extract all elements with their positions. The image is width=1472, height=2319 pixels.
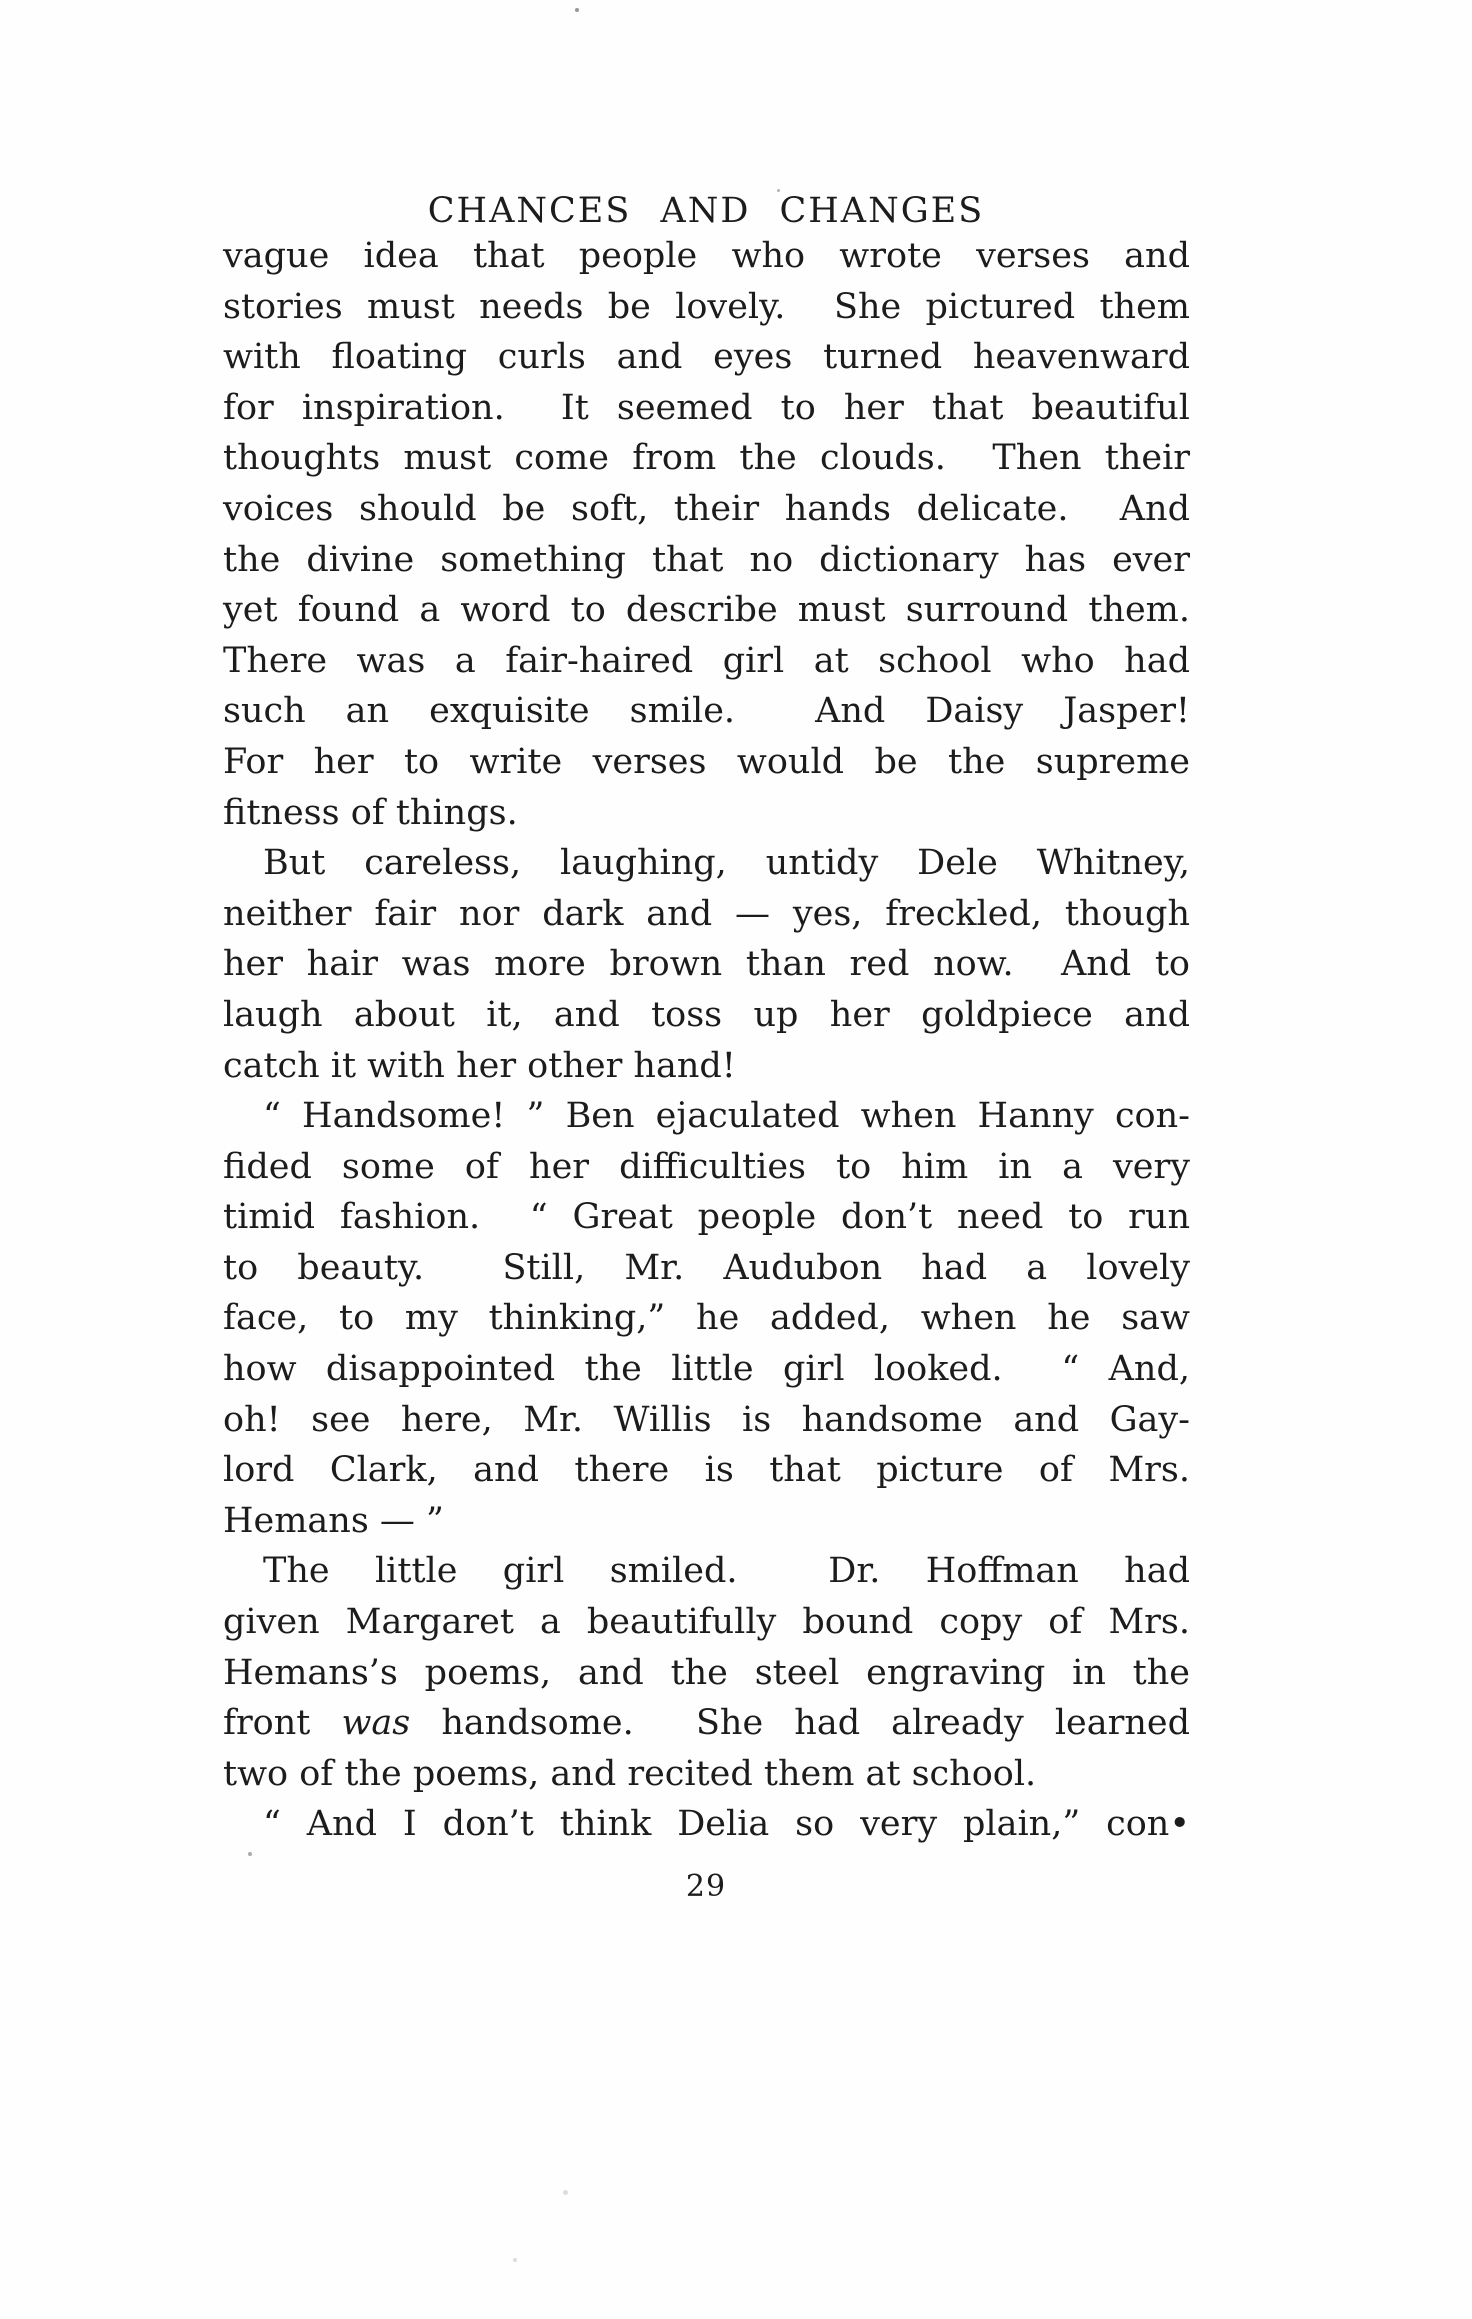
scan-speck xyxy=(513,2258,517,2262)
text-line: given Margaret a beautifully bound copy of Mrs. xyxy=(223,1602,1190,1643)
text-line: “ And I don’t think Delia so very plain,” con• xyxy=(263,1804,1190,1845)
text-line: the divine something that no dictionary has ever xyxy=(223,539,1190,580)
scan-speck xyxy=(777,189,780,192)
text-line: her hair was more brown than red now. And to xyxy=(223,944,1190,985)
text-line: neither fair nor dark and — yes, freckled, though xyxy=(223,893,1190,934)
text-line: yet found a word to describe must surround them. xyxy=(223,590,1190,631)
scan-speck xyxy=(248,1852,252,1856)
text-line: For her to write verses would be the supreme xyxy=(223,741,1190,782)
text-line: vague idea that people who wrote verses and xyxy=(223,236,1190,276)
text-line: oh! see here, Mr. Willis is handsome and Gay- xyxy=(223,1399,1190,1440)
text-line: front was handsome. She had already learned xyxy=(223,1703,1190,1744)
text-line: voices should be soft, their hands delicate. And xyxy=(223,488,1190,529)
text-line: stories must needs be lovely. She pictured them xyxy=(223,286,1190,327)
text-line: The little girl smiled. Dr. Hoffman had xyxy=(263,1551,1190,1592)
text-line: for inspiration. It seemed to her that beautiful xyxy=(223,387,1190,428)
text-line: fitness of things. xyxy=(223,792,518,833)
text-line: “ Handsome! ” Ben ejaculated when Hanny con- xyxy=(263,1096,1190,1137)
scan-speck xyxy=(575,8,579,12)
page-number: 29 xyxy=(685,1869,727,1904)
text-line: how disappointed the little girl looked. “ And, xyxy=(223,1349,1190,1390)
text-line: lord Clark, and there is that picture of Mrs. xyxy=(223,1450,1190,1491)
body-text xyxy=(223,231,1190,1850)
text-line: such an exquisite smile. And Daisy Jasper! xyxy=(223,691,1190,732)
text-line: Hemans’s poems, and the steel engraving in the xyxy=(223,1652,1190,1693)
text-line: face, to my thinking,” he added, when he saw xyxy=(223,1298,1190,1339)
text-line: timid fashion. “ Great people don’t need to run xyxy=(223,1197,1190,1238)
text-line: to beauty. Still, Mr. Audubon had a lovely xyxy=(223,1247,1190,1288)
text-line: laugh about it, and toss up her goldpiece and xyxy=(223,994,1190,1035)
text-line: two of the poems, and recited them at school. xyxy=(223,1753,1037,1794)
scan-speck xyxy=(563,2190,568,2195)
text-line: thoughts must come from the clouds. Then their xyxy=(223,438,1190,479)
text-line: fided some of her difficulties to him in a very xyxy=(223,1146,1190,1187)
running-head: CHANCES AND CHANGES xyxy=(427,191,985,231)
text-line: Hemans — ” xyxy=(223,1500,444,1541)
text-line: with floating curls and eyes turned heavenward xyxy=(223,337,1190,378)
text-line: There was a fair-haired girl at school who had xyxy=(223,640,1190,681)
text-line: catch it with her other hand! xyxy=(223,1045,736,1086)
text-line: But careless, laughing, untidy Dele Whitney, xyxy=(263,843,1190,884)
